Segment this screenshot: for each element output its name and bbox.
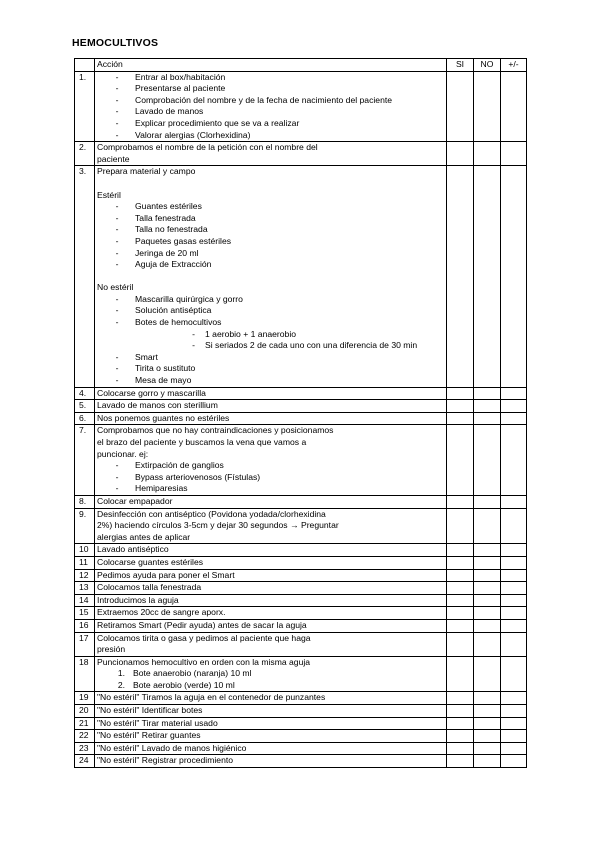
check-cell-no[interactable] — [474, 619, 501, 632]
bullet-item — [97, 375, 444, 387]
action-text: Lavado antiséptico — [97, 544, 169, 555]
check-cell-plus-minus[interactable] — [501, 425, 527, 496]
step-number: 10 — [75, 544, 95, 557]
step-number: 17 — [75, 632, 95, 656]
dash-bullet-icon: - — [115, 235, 119, 246]
action-text: Extraemos 20cc de sangre aporx. — [97, 607, 226, 618]
check-cell-si[interactable] — [447, 412, 474, 425]
action-text: presión — [97, 644, 126, 655]
item-text: Smart — [135, 351, 158, 362]
dash-bullet-icon: - — [115, 375, 119, 386]
check-cell-si[interactable] — [447, 705, 474, 718]
check-cell-plus-minus[interactable] — [501, 755, 527, 768]
item-number: 1. — [117, 668, 125, 679]
action-text: el brazo del paciente y buscamos la vena que vamos a — [97, 437, 307, 447]
bullet-item — [97, 201, 444, 213]
check-cell-si[interactable] — [447, 730, 474, 743]
table-row — [75, 582, 527, 595]
check-cell-si[interactable] — [447, 569, 474, 582]
bullet-item — [97, 259, 444, 271]
item-text: Lavado de manos — [135, 106, 204, 117]
numbered-item — [97, 668, 444, 680]
check-cell-si[interactable] — [447, 556, 474, 569]
check-cell-no[interactable] — [474, 755, 501, 768]
action-text: Nos ponemos guantes no estériles — [97, 412, 230, 423]
item-text: Bote anaerobio (naranja) 10 ml — [133, 668, 252, 679]
item-text: Extirpación de ganglios — [135, 460, 224, 471]
step-action — [95, 656, 447, 692]
check-cell-plus-minus[interactable] — [501, 656, 527, 692]
action-text: "No estéril" Lavado de manos higiénico — [97, 742, 247, 753]
action-text: Comprobamos que no hay contraindicaciones y posicionamos — [97, 425, 334, 436]
table-row — [75, 569, 527, 582]
step-action — [95, 569, 447, 582]
action-text: Colocarse gorro y mascarilla — [97, 387, 206, 398]
step-action — [95, 632, 447, 656]
step-action — [95, 387, 447, 400]
table-row — [75, 755, 527, 768]
item-text: Presentarse al paciente — [135, 83, 226, 94]
step-number: 21 — [75, 717, 95, 730]
check-cell-no[interactable] — [474, 142, 501, 166]
item-text: Bypass arteriovenosos (Fístulas) — [135, 471, 261, 482]
action-text: Comprobamos el nombre de la petición con el nombre del — [97, 142, 318, 153]
check-cell-si[interactable] — [447, 742, 474, 755]
check-cell-si[interactable] — [447, 425, 474, 496]
step-number: 8. — [75, 495, 95, 508]
bullet-item — [97, 118, 444, 130]
table-row — [75, 412, 527, 425]
dash-bullet-icon: - — [115, 94, 119, 105]
step-number: 24 — [75, 755, 95, 768]
check-cell-si[interactable] — [447, 166, 474, 387]
step-number: 2. — [75, 142, 95, 166]
header-accion: Acción — [95, 59, 447, 72]
action-text: Pedimos ayuda para poner el Smart — [97, 569, 235, 580]
dash-bullet-icon: - — [115, 317, 119, 328]
check-cell-plus-minus[interactable] — [501, 705, 527, 718]
step-number: 12 — [75, 569, 95, 582]
header-number — [75, 59, 95, 72]
action-text: Retiramos Smart (Pedir ayuda) antes de sacar la aguja — [97, 619, 307, 630]
bullet-item — [97, 224, 444, 236]
check-cell-plus-minus[interactable] — [501, 619, 527, 632]
table-row — [75, 508, 527, 544]
dash-bullet-icon: - — [192, 328, 195, 339]
check-cell-si[interactable] — [447, 717, 474, 730]
action-text: Colocamos tirita o gasa y pedimos al paciente que haga — [97, 632, 311, 643]
step-number: 20 — [75, 705, 95, 718]
check-cell-plus-minus[interactable] — [501, 387, 527, 400]
check-cell-si[interactable] — [447, 632, 474, 656]
check-cell-no[interactable] — [474, 495, 501, 508]
check-cell-plus-minus[interactable] — [501, 730, 527, 743]
item-text: Talla fenestrada — [135, 212, 196, 223]
step-action — [95, 544, 447, 557]
checklist-table — [74, 58, 527, 768]
step-number: 11 — [75, 556, 95, 569]
dash-bullet-icon: - — [115, 129, 119, 140]
check-cell-plus-minus[interactable] — [501, 607, 527, 620]
step-number: 5. — [75, 400, 95, 413]
check-cell-plus-minus[interactable] — [501, 495, 527, 508]
bullet-item — [97, 248, 444, 260]
step-number: 18 — [75, 656, 95, 692]
check-cell-no[interactable] — [474, 607, 501, 620]
table-row — [75, 619, 527, 632]
check-cell-no[interactable] — [474, 705, 501, 718]
table-row — [75, 400, 527, 413]
step-action — [95, 508, 447, 544]
item-text: Tirita o sustituto — [135, 363, 196, 374]
bullet-item — [97, 213, 444, 225]
step-number: 14 — [75, 594, 95, 607]
action-text: "No estéril" Retirar guantes — [97, 730, 201, 741]
step-number: 3. — [75, 166, 95, 387]
check-cell-si[interactable] — [447, 656, 474, 692]
table-row — [75, 692, 527, 705]
blank-line — [97, 178, 444, 190]
check-cell-no[interactable] — [474, 632, 501, 656]
step-number: 6. — [75, 412, 95, 425]
action-text: 2%) haciendo círculos 3-5cm y dejar 30 segundos → Preguntar — [97, 520, 339, 531]
step-action — [95, 717, 447, 730]
check-cell-si[interactable] — [447, 594, 474, 607]
bullet-item — [97, 95, 444, 107]
table-row — [75, 717, 527, 730]
item-text: Paquetes gasas estériles — [135, 235, 232, 246]
dash-bullet-icon: - — [115, 201, 119, 212]
action-text: Desinfección con antiséptico (Povidona yodada/clorhexidina — [97, 508, 326, 519]
check-cell-si[interactable] — [447, 692, 474, 705]
check-cell-plus-minus[interactable] — [501, 71, 527, 142]
dash-bullet-icon: - — [115, 305, 119, 316]
item-text: Explicar procedimiento que se va a realizar — [135, 117, 300, 128]
table-row — [75, 705, 527, 718]
check-cell-no[interactable] — [474, 544, 501, 557]
step-number: 13 — [75, 582, 95, 595]
action-text: Estéril — [97, 189, 121, 200]
item-number: 2. — [117, 679, 125, 690]
check-cell-no[interactable] — [474, 582, 501, 595]
item-text: Solución antiséptica — [135, 305, 212, 316]
table-row — [75, 742, 527, 755]
step-action — [95, 582, 447, 595]
check-cell-plus-minus[interactable] — [501, 569, 527, 582]
bullet-item — [97, 236, 444, 248]
check-cell-plus-minus[interactable] — [501, 632, 527, 656]
check-cell-si[interactable] — [447, 400, 474, 413]
step-action — [95, 425, 447, 496]
header-si: SI — [447, 59, 474, 72]
dash-bullet-icon: - — [115, 247, 119, 258]
dash-bullet-icon: - — [115, 117, 119, 128]
header-no: NO — [474, 59, 501, 72]
check-cell-no[interactable] — [474, 508, 501, 544]
item-text: Botes de hemocultivos — [135, 317, 222, 328]
item-text: Hemiparesias — [135, 483, 188, 494]
check-cell-si[interactable] — [447, 582, 474, 595]
table-row — [75, 556, 527, 569]
step-number: 4. — [75, 387, 95, 400]
step-action — [95, 692, 447, 705]
step-action — [95, 742, 447, 755]
item-text: Jeringa de 20 ml — [135, 247, 199, 258]
action-text: Colocamos talla fenestrada — [97, 582, 202, 593]
dash-bullet-icon: - — [115, 83, 119, 94]
item-text: Aguja de Extracción — [135, 259, 212, 270]
bullet-item — [97, 83, 444, 95]
table-row — [75, 71, 527, 142]
action-text: Colocarse guantes estériles — [97, 556, 204, 567]
bullet-item — [97, 106, 444, 118]
action-text: "No estéril" Tirar material usado — [97, 717, 218, 728]
step-action — [95, 705, 447, 718]
table-row — [75, 730, 527, 743]
step-action — [95, 400, 447, 413]
check-cell-plus-minus[interactable] — [501, 412, 527, 425]
check-cell-no[interactable] — [474, 569, 501, 582]
check-cell-no[interactable] — [474, 692, 501, 705]
check-cell-si[interactable] — [447, 387, 474, 400]
table-row — [75, 425, 527, 496]
dash-bullet-icon: - — [115, 363, 119, 374]
table-header-row — [75, 59, 527, 72]
check-cell-plus-minus[interactable] — [501, 582, 527, 595]
check-cell-plus-minus[interactable] — [501, 166, 527, 387]
bullet-item — [97, 460, 444, 472]
action-text: Introducimos la aguja — [97, 594, 179, 605]
action-text: "No estéril" Identificar botes — [97, 705, 203, 716]
item-text: 1 aerobio + 1 anaerobio — [205, 328, 297, 339]
dash-bullet-icon: - — [115, 293, 119, 304]
action-text: alergias antes de aplicar — [97, 531, 191, 542]
bullet-item — [97, 294, 444, 306]
action-text: paciente — [97, 153, 130, 164]
check-cell-plus-minus[interactable] — [501, 508, 527, 544]
item-text: Mascarilla quirúrgica y gorro — [135, 293, 243, 304]
step-action — [95, 607, 447, 620]
action-text: "No estéril" Tiramos la aguja en el contenedor de punzantes — [97, 692, 326, 703]
numbered-item — [97, 680, 444, 692]
check-cell-si[interactable] — [447, 544, 474, 557]
dash-bullet-icon: - — [115, 106, 119, 117]
action-text: Colocar empapador — [97, 495, 173, 506]
header-plus-minus: +/- — [501, 59, 527, 72]
check-cell-no[interactable] — [474, 594, 501, 607]
step-number: 7. — [75, 425, 95, 496]
step-number: 15 — [75, 607, 95, 620]
step-action — [95, 495, 447, 508]
item-text: Bote aerobio (verde) 10 ml — [133, 679, 235, 690]
bullet-item — [97, 305, 444, 317]
check-cell-no[interactable] — [474, 71, 501, 142]
bullet-item — [97, 329, 444, 341]
check-cell-no[interactable] — [474, 656, 501, 692]
dash-bullet-icon: - — [192, 340, 195, 351]
step-action — [95, 166, 447, 387]
bullet-item — [97, 130, 444, 142]
step-number: 16 — [75, 619, 95, 632]
item-text: Guantes estériles — [135, 201, 202, 212]
step-number: 22 — [75, 730, 95, 743]
check-cell-si[interactable] — [447, 755, 474, 768]
action-text: Puncionamos hemocultivo en orden con la misma aguja — [97, 656, 311, 667]
bullet-item — [97, 472, 444, 484]
check-cell-plus-minus[interactable] — [501, 594, 527, 607]
step-action — [95, 755, 447, 768]
check-cell-plus-minus[interactable] — [501, 544, 527, 557]
step-number: 23 — [75, 742, 95, 755]
check-cell-no[interactable] — [474, 717, 501, 730]
item-text: Valorar alergias (Clorhexidina) — [135, 129, 251, 140]
check-cell-si[interactable] — [447, 142, 474, 166]
step-action — [95, 556, 447, 569]
item-text: Comprobación del nombre y de la fecha de nacimiento del paciente — [135, 94, 393, 105]
step-action — [95, 594, 447, 607]
dash-bullet-icon: - — [115, 483, 119, 494]
action-text: puncionar. ej: — [97, 448, 149, 459]
table-row — [75, 632, 527, 656]
check-cell-plus-minus[interactable] — [501, 692, 527, 705]
table-row — [75, 607, 527, 620]
check-cell-no[interactable] — [474, 166, 501, 387]
table-row — [75, 594, 527, 607]
check-cell-no[interactable] — [474, 387, 501, 400]
dash-bullet-icon: - — [115, 71, 119, 82]
dash-bullet-icon: - — [115, 212, 119, 223]
step-number: 9. — [75, 508, 95, 544]
bullet-item — [97, 352, 444, 364]
action-text: "No estéril" Registrar procedimiento — [97, 755, 234, 766]
check-cell-si[interactable] — [447, 495, 474, 508]
action-text: Lavado de manos con sterillium — [97, 400, 218, 411]
table-row — [75, 166, 527, 387]
dash-bullet-icon: - — [115, 259, 119, 270]
check-cell-si[interactable] — [447, 71, 474, 142]
step-number: 1. — [75, 71, 95, 142]
item-text: Talla no fenestrada — [135, 224, 208, 235]
item-text: Mesa de mayo — [135, 375, 192, 386]
check-cell-plus-minus[interactable] — [501, 556, 527, 569]
check-cell-si[interactable] — [447, 508, 474, 544]
check-cell-si[interactable] — [447, 607, 474, 620]
check-cell-plus-minus[interactable] — [501, 400, 527, 413]
check-cell-no[interactable] — [474, 425, 501, 496]
step-action — [95, 142, 447, 166]
bullet-item — [97, 363, 444, 375]
check-cell-no[interactable] — [474, 556, 501, 569]
table-row — [75, 544, 527, 557]
table-row — [75, 495, 527, 508]
page-title: HEMOCULTIVOS — [72, 37, 159, 49]
check-cell-plus-minus[interactable] — [501, 717, 527, 730]
check-cell-plus-minus[interactable] — [501, 742, 527, 755]
action-text: Prepara material y campo — [97, 166, 196, 177]
dash-bullet-icon: - — [115, 460, 119, 471]
bullet-item — [97, 340, 444, 352]
item-text: Entrar al box/habitación — [135, 71, 226, 82]
table-row — [75, 142, 527, 166]
blank-line — [97, 271, 444, 283]
step-action — [95, 71, 447, 142]
check-cell-no[interactable] — [474, 742, 501, 755]
check-cell-no[interactable] — [474, 730, 501, 743]
bullet-item — [97, 483, 444, 495]
table-row — [75, 387, 527, 400]
dash-bullet-icon: - — [115, 224, 119, 235]
step-number: 19 — [75, 692, 95, 705]
step-action — [95, 730, 447, 743]
bullet-item — [97, 317, 444, 329]
check-cell-si[interactable] — [447, 619, 474, 632]
check-cell-no[interactable] — [474, 412, 501, 425]
check-cell-plus-minus[interactable] — [501, 142, 527, 166]
step-action — [95, 619, 447, 632]
dash-bullet-icon: - — [115, 351, 119, 362]
table-row — [75, 656, 527, 692]
action-text: No estéril — [97, 282, 134, 293]
dash-bullet-icon: - — [115, 471, 119, 482]
step-action — [95, 412, 447, 425]
bullet-item — [97, 72, 444, 84]
check-cell-no[interactable] — [474, 400, 501, 413]
item-text: Si seriados 2 de cada uno con una diferencia de 30 min — [205, 340, 418, 351]
